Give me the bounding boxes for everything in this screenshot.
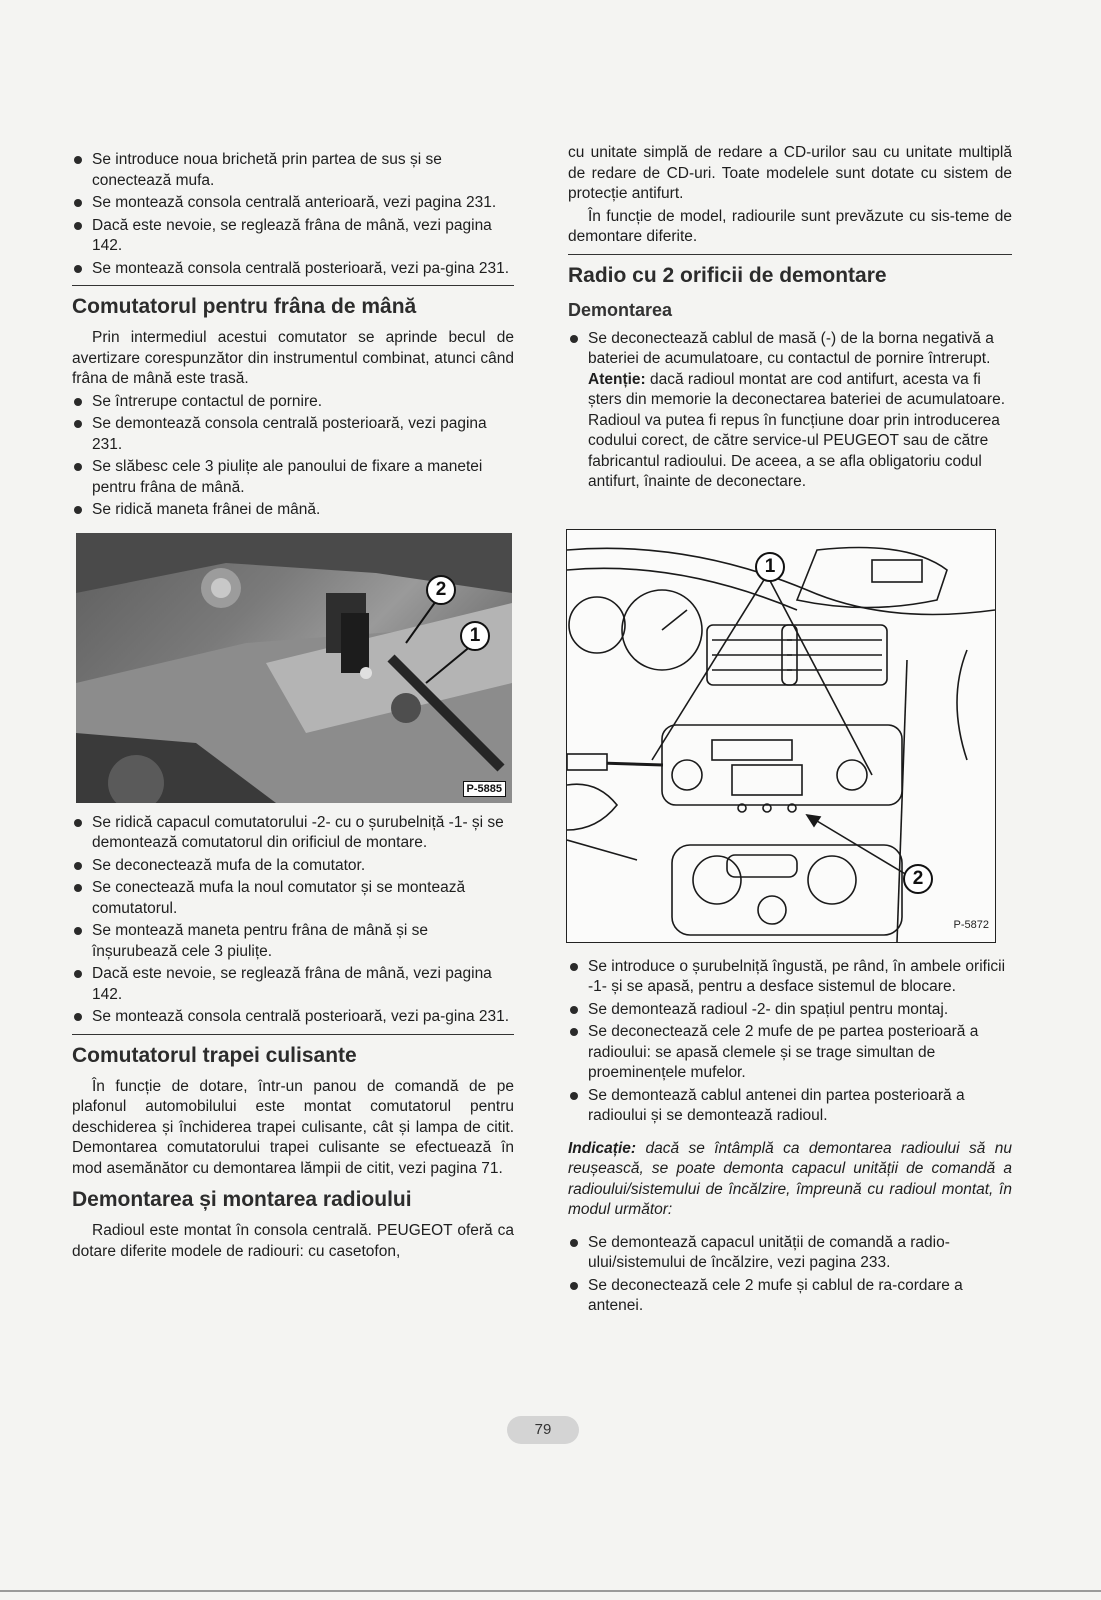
list-item: Se întrerupe contactul de pornire.	[72, 392, 514, 413]
list-item: Se montează consola centrală posterioară, vezi pa-gina 231.	[72, 1007, 514, 1028]
section-divider	[568, 254, 1012, 255]
note-text: dacă se întâmplă ca demontarea radioului să nu reușească, se poate demonta capacul unității de comandă a radioului/sistemului de încălzire, împreună cu radioul montat, în modul următor:	[568, 1139, 1012, 1218]
bullet-text: Se deconectează cablul de masă (-) de la borna negativă a bateriei de acumulatoare, cu contactul de pornire întrerupt.	[588, 329, 994, 367]
list-item: Se slăbesc cele 3 piulițe ale panoului de fixare a manetei pentru frâna de mână.	[72, 457, 514, 498]
list-item: Se ridică capacul comutatorului -2- cu o șurubelniță -1- și se demontează comutatorul din orificiul de montare.	[72, 813, 514, 854]
list-item: Se introduce noua brichetă prin partea de sus și se conectează mufa.	[72, 150, 514, 191]
note-label: Indicație:	[568, 1139, 637, 1157]
bullet-list-final	[568, 1233, 1012, 1317]
section-title-radio-removal: Demontarea și montarea radioului	[72, 1188, 412, 1211]
callout-2: 2	[426, 575, 456, 605]
list-item: Se demontează consola centrală posterioară, vezi pagina 231.	[72, 414, 514, 455]
list-item: Se deconectează cele 2 mufe și cablul de ra-cordare a antenei.	[568, 1276, 1012, 1317]
list-item: Se montează consola centrală posterioară, vezi pa-gina 231.	[72, 259, 514, 280]
list-item: Se demontează radioul -2- din spațiul pentru montaj.	[568, 1000, 1012, 1021]
list-item: Se deconectează mufa de la comutator.	[72, 856, 514, 877]
paragraph: Prin intermediul acestui comutator se aprinde becul de avertizare corespunzător din instrumentul combinat, atunci când frâna de mână este trasă.	[72, 329, 514, 387]
figure-code: P-5872	[953, 919, 989, 931]
bullet-list	[568, 329, 1012, 493]
bullet-list	[72, 392, 514, 521]
note-paragraph	[568, 1139, 1012, 1221]
section-divider	[72, 285, 514, 286]
list-item: Se montează maneta pentru frâna de mână și se înșurubează cele 3 piulițe.	[72, 921, 514, 962]
warning-label: Atenție:	[588, 370, 646, 388]
left-column	[72, 150, 514, 1264]
top-bullet-list	[72, 150, 514, 279]
bullet-list-after-drawing	[568, 957, 1012, 1127]
callout-2: 2	[903, 864, 933, 894]
list-item	[568, 329, 1012, 493]
photo-illustration	[76, 533, 512, 803]
section-title-handbrake-switch: Comutatorul pentru frâna de mână	[72, 295, 417, 318]
list-item: Se montează consola centrală anterioară, vezi pagina 231.	[72, 193, 514, 214]
section-divider	[72, 1034, 514, 1035]
list-item: Se demontează capacul unității de comandă a radio-ului/sistemului de încălzire, vezi pagina 233.	[568, 1233, 1012, 1274]
list-item: Se demontează cablul antenei din partea posterioară a radioului și se demontează radioul.	[568, 1086, 1012, 1127]
list-item: Dacă este nevoie, se reglează frâna de mână, vezi pagina 142.	[72, 964, 514, 1005]
callout-1: 1	[460, 621, 490, 651]
figure-code: P-5885	[463, 781, 506, 797]
section-title-radio-2-holes: Radio cu 2 orificii de demontare	[568, 263, 887, 287]
list-item: Se ridică maneta frânei de mână.	[72, 500, 514, 521]
list-item: Se deconectează cele 2 mufe de pe partea posterioară a radioului: se apasă clemele și se trage simultan de proeminențele mufelor.	[568, 1022, 1012, 1084]
handbrake-switch-photo	[76, 533, 512, 803]
paragraph: În funcție de dotare, într-un panou de comandă de pe plafonul automobilului este montat comutatorul pentru deschiderea și închiderea trapei culisante, cât și lampa de citit. Demontarea comutatorului trapei culisante se efectuează în mod asemănător cu demontarea lămpii de citit, vezi pagina 71.	[72, 1077, 514, 1177]
list-item: Se conectează mufa la noul comutator și se montează comutatorul.	[72, 878, 514, 919]
callout-1: 1	[755, 552, 785, 582]
list-item: Se introduce o șurubelniță îngustă, pe rând, în ambele orificii -1- și se apasă, pentru a desface sistemul de blocare.	[568, 957, 1012, 998]
paragraph: Radioul este montat în consola centrală. PEUGEOT oferă ca dotare diferite modele de radiouri: cu casetofon,	[72, 1222, 514, 1260]
scan-edge-line	[0, 1590, 1101, 1592]
section-title-sunroof-switch: Comutatorul trapei culisante	[72, 1043, 357, 1067]
right-column	[568, 143, 1012, 1319]
paragraph: În funcție de model, radiourile sunt prevăzute cu sis-teme de demontare diferite.	[568, 207, 1012, 245]
subsection-title-removal: Demontarea	[568, 299, 673, 320]
radio-removal-drawing	[566, 529, 996, 943]
bullet-list-after-photo	[72, 813, 514, 1028]
paragraph: cu unitate simplă de redare a CD-urilor sau cu unitate multiplă de redare de CD-uri. Toate modelele sunt dotate cu sistem de protecție antifurt.	[568, 144, 1012, 202]
bullet-text: dacă radioul montat are cod antifurt, acesta va fi șters din memorie la deconectarea bateriei de acumulatoare. Radioul va putea fi repus în funcțiune doar prin introducerea codului corect, de către service-ul PEUGEOT sau de către fabricantul radioului. De aceea, a se afla obligatoriu codul antifurt, înainte de deconectare.	[588, 370, 1006, 490]
page-number: 79	[507, 1416, 579, 1444]
list-item: Dacă este nevoie, se reglează frâna de mână, vezi pagina 142.	[72, 216, 514, 257]
